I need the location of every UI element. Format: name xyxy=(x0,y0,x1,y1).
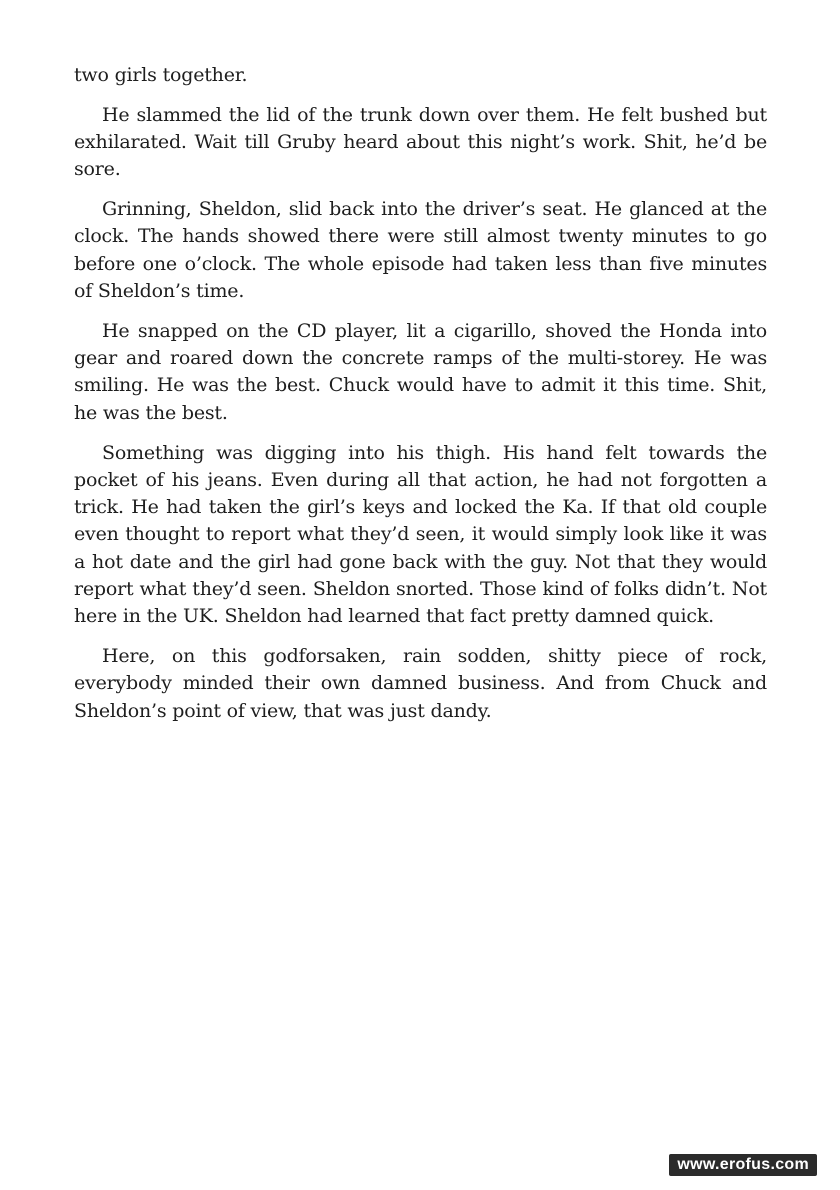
paragraph-1: two girls together. xyxy=(74,64,248,86)
paragraph-4: He snapped on the CD player, lit a cigarillo, shoved the Honda into gear and roared down the concrete ramps of the multi-storey. He was smiling. He was the best. Chuck would have to admit it this time. Shit, he was the best. xyxy=(74,319,767,424)
paragraph-5: Something was digging into his thigh. His hand felt towards the pocket of his jeans. Even during all that action, he had not forgotten a trick. He had taken the girl’s keys and locked the Ka. If that old couple even thought to report what they’d seen, it would simply look like it was a hot date and the girl had gone back with the guy. Not that they would report what they’d seen. Sheldon snorted. Those kind of folks didn’t. Not here in the UK. Sheldon had learned that fact pretty damned quick. xyxy=(74,441,767,628)
paragraph-6: Here, on this godforsaken, rain sodden, shitty piece of rock, everybody minded their own damned business. And from Chuck and Sheldon’s point of view, that was just dandy. xyxy=(74,645,767,722)
watermark: www.erofus.com xyxy=(669,1154,817,1176)
page-body xyxy=(74,62,767,738)
paragraph-2: He slammed the lid of the trunk down over them. He felt bushed but exhilarated. Wait till Gruby heard about this night’s work. Shit, he’d be sore. xyxy=(74,103,767,181)
paragraph-3: Grinning, Sheldon, slid back into the driver’s seat. He glanced at the clock. The hands showed there were still almost twenty minutes to go before one o’clock. The whole episode had taken less than five minutes of Sheldon’s time. xyxy=(74,198,767,303)
